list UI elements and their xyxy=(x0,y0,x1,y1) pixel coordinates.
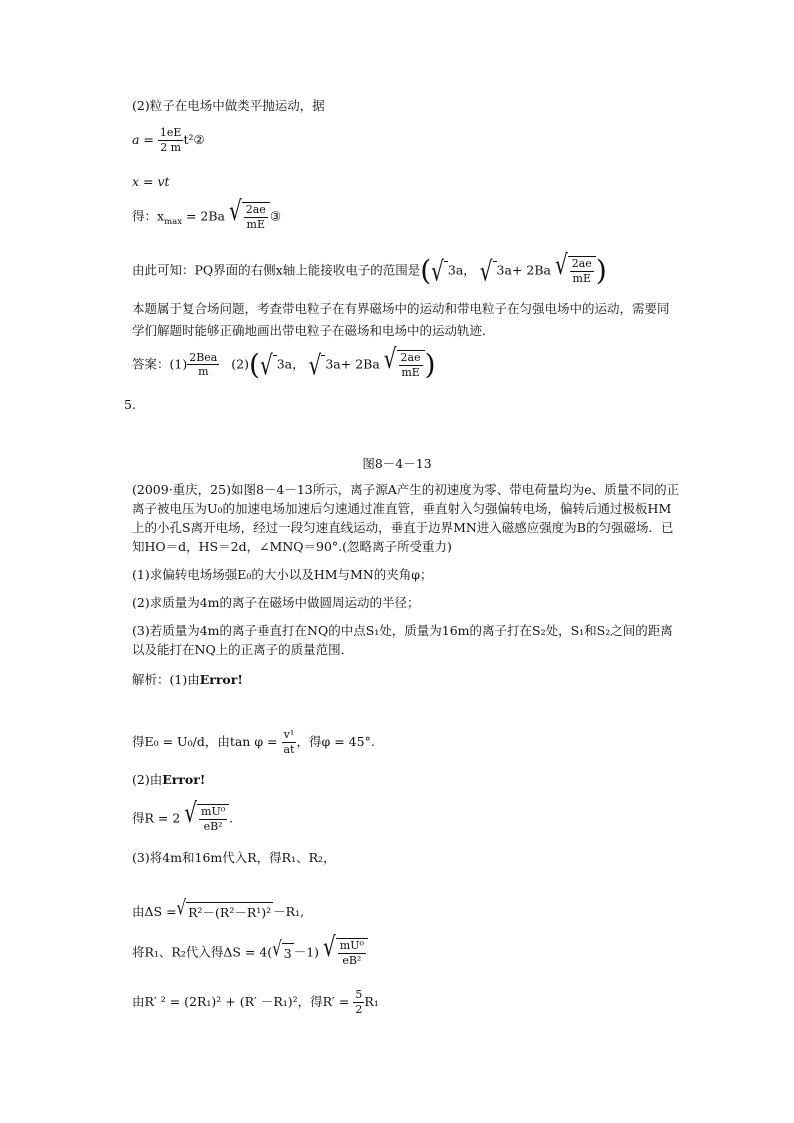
fraction-ee-2m: $\frac{1eE}{2 m}$ xyxy=(159,126,182,154)
equation-xmax: 得：$x_{max} = 2Ba$ √ $\frac{2ae}{mE}$ ③ xyxy=(132,194,282,231)
figure-caption: 图8－4－13 xyxy=(362,456,432,471)
solution-part2-intro: (2)粒子在电场中做类平抛运动，据 xyxy=(132,98,325,113)
equation-acceleration: a = $\frac{1eE}{2 m}$ t²② xyxy=(132,126,205,154)
conclusion-range: 由此可知：PQ界面的右侧x轴上能接收电子的范围是( √ 3a， √ 3a+ 2Ba √ $\frac{2ae}{mE}$ ) xyxy=(132,248,607,287)
equation-e0-tan: 得E₀ = U₀/d，由tan φ = $\frac{\text{v¹}}{at}$ ，得φ = 45°. xyxy=(132,728,375,756)
equation-radius: 得R = 2 √ $\frac{\text{mU⁰}}{\text{eB²}}$ . xyxy=(132,796,234,833)
summary-paragraph: 本题属于复合场问题，考查带电粒子在有界磁场中的运动和带电粒子在匀强电场中的运动，需要同学们解题时能够正确地画出带电粒子在磁场和电场中的运动轨迹． xyxy=(132,301,670,338)
solution-part3-label: (3)将4m和16m代入R，得R₁、R₂， xyxy=(132,850,336,865)
solution-part1-label: 解析：(1)由Error! xyxy=(132,672,243,687)
question-2: (2)求质量为4m的离子在磁场中做圆周运动的半径； xyxy=(132,595,420,610)
problem-statement: (2009·重庆，25)如图8－4－13所示，离子源A产生的初速度为零、带电荷量均为e、质量不同的正离子被电压为U₀的加速电场加速后匀速通过准直管，垂直射入匀强偏转电场，偏转后通过极板HM上的小孔S离开电场，经过一段匀速直线运动，垂直于边界MN进入磁感应强度为B的匀强磁场．已知HO＝d，HS＝2d，∠MNQ＝90°.(忽略离子所受重力) xyxy=(132,482,680,554)
solution-part2-label: (2)由Error! xyxy=(132,772,206,787)
equation-delta-s: 由ΔS = √ R²－(R²－R¹)² －R₁, xyxy=(132,902,676,923)
equation-x-vt: x = vt xyxy=(132,174,170,189)
equation-r-prime: 由R′ ² = (2R₁)² + (R′ －R₁)²，得R′ = $\frac{5}{2}$ R₁ xyxy=(132,988,379,1016)
equation-delta-s-substituted: 将R₁、R₂代入得ΔS = 4( √ 3 －1) √ $\frac{\text{mU⁰}}{\text{eB²}}$ xyxy=(132,938,676,968)
sqrt-2ae-me: √ $\frac{2ae}{mE}$ xyxy=(229,202,270,232)
question-1: (1)求偏转电场场强E₀的大小以及HM与MN的夹角φ； xyxy=(132,567,433,582)
question-3: (3)若质量为4m的离子垂直打在NQ的中点S₁处，质量为16m的离子打在S₂处，S₁和S₂之间的距离以及能打在NQ上的正离子的质量范围． xyxy=(132,623,673,657)
problem-number: 5. xyxy=(124,397,136,412)
answer-line: 答案：(1) $\frac{\text{2Bea}}{m}$ (2)( √ 3a， √ 3a+ 2Ba √ $\frac{2ae}{mE}$ ) xyxy=(132,342,436,381)
